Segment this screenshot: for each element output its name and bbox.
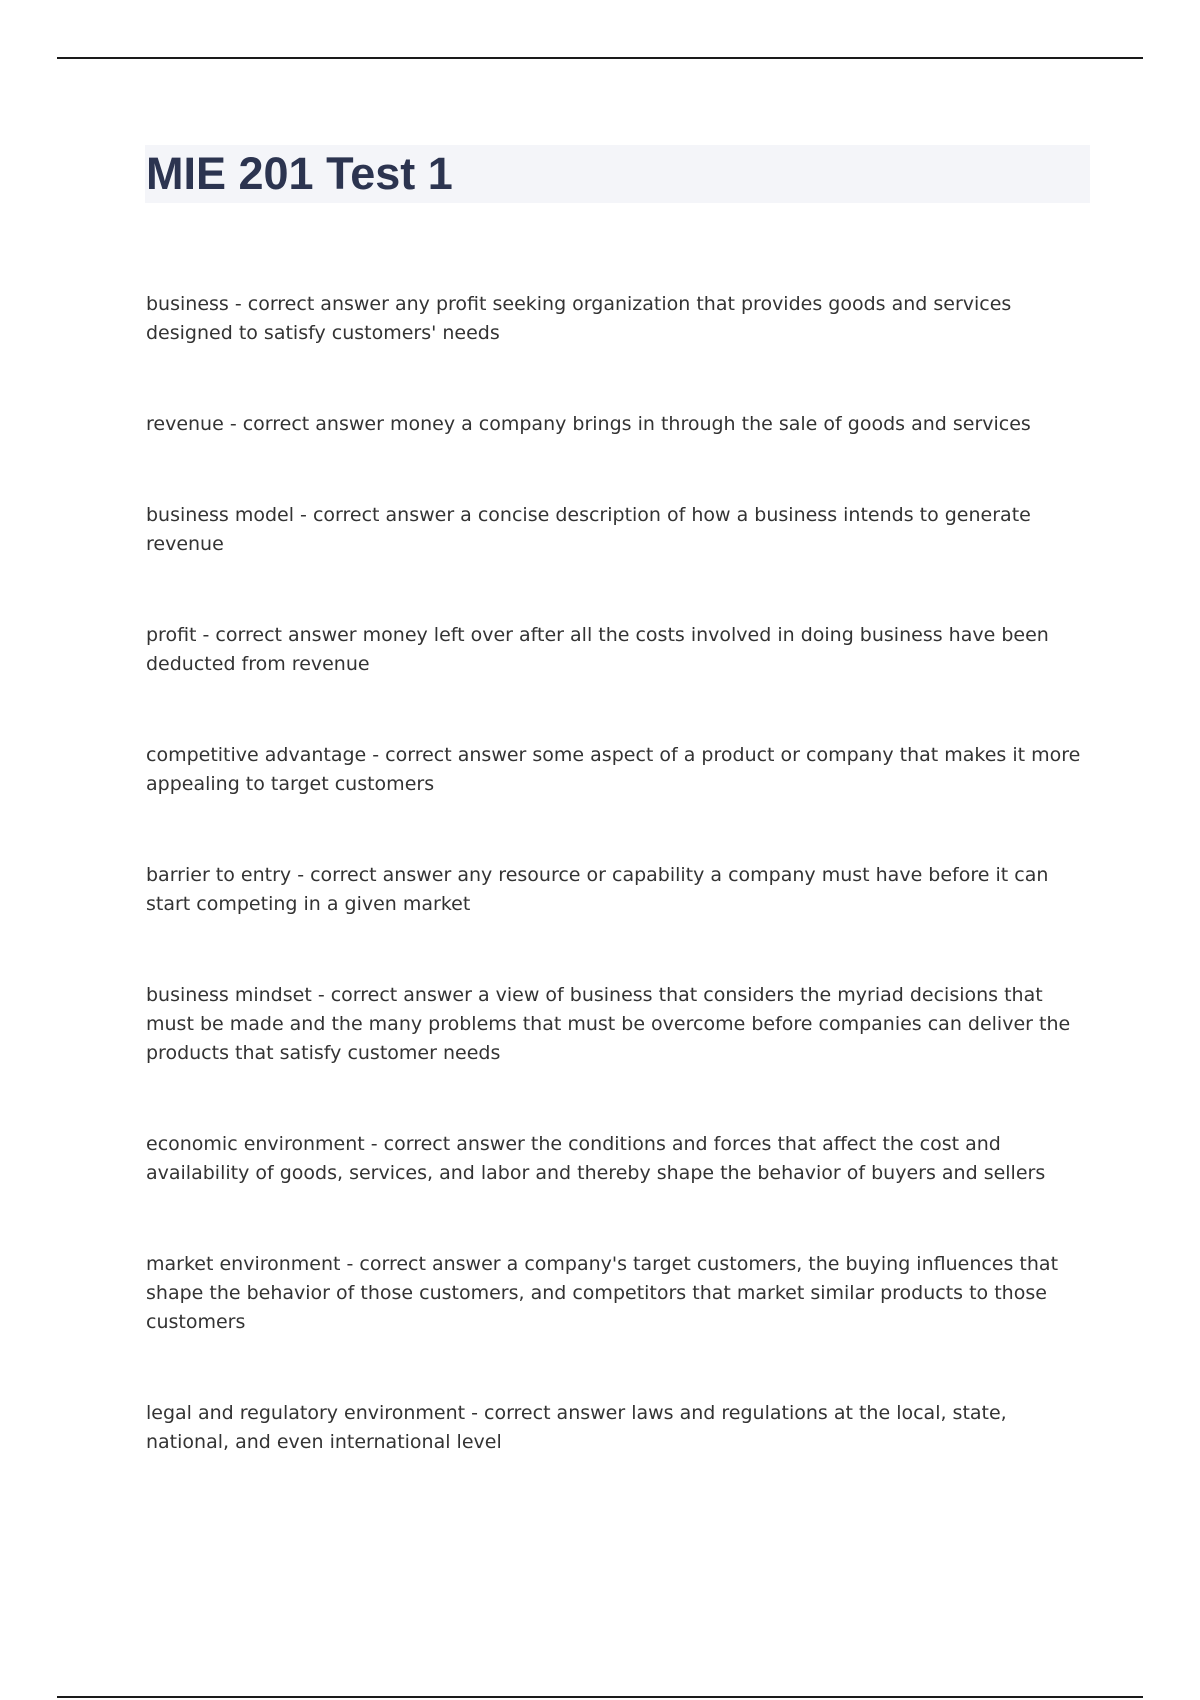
bottom-rule — [57, 1696, 1143, 1698]
definition-entry: business - correct answer any profit seeking organization that provides goods and services designed to satisfy customers' needs — [146, 293, 1012, 344]
definition-entry: business model - correct answer a concise description of how a business intends to generate revenue — [146, 504, 1031, 555]
definition-entry: competitive advantage - correct answer some aspect of a product or company that makes it more appealing to target customers — [146, 744, 1081, 795]
definition-entry: economic environment - correct answer the conditions and forces that affect the cost and availability of goods, services, and labor and thereby shape the behavior of buyers and sellers — [146, 1133, 1046, 1184]
top-rule — [57, 57, 1143, 59]
definition-entry: legal and regulatory environment - correct answer laws and regulations at the local, state, national, and even international level — [146, 1402, 1007, 1453]
definition-entry: business mindset - correct answer a view of business that considers the myriad decisions that must be made and the many problems that must be overcome before companies can deliver the products that satisfy customer needs — [146, 984, 1071, 1064]
definition-entry: market environment - correct answer a company's target customers, the buying influences that shape the behavior of those customers, and competitors that market similar products to those customers — [146, 1253, 1059, 1333]
definitions-list — [146, 290, 1091, 1519]
definition-entry: barrier to entry - correct answer any resource or capability a company must have before it can start competing in a given market — [146, 864, 1049, 915]
definition-entry: revenue - correct answer money a company brings in through the sale of goods and services — [146, 413, 1031, 435]
definition-entry: profit - correct answer money left over after all the costs involved in doing business have been deducted from revenue — [146, 624, 1049, 675]
document-title: MIE 201 Test 1 — [146, 148, 453, 199]
